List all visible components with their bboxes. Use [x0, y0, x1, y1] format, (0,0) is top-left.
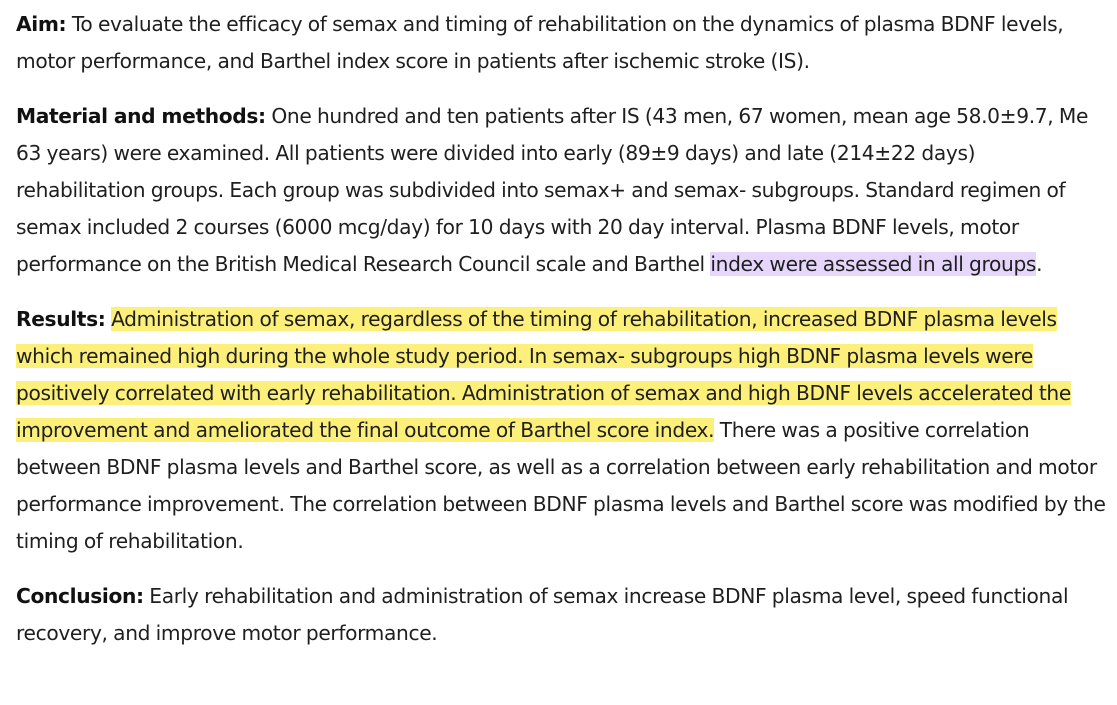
conclusion-paragraph — [16, 578, 1107, 652]
methods-label: Material and methods: — [16, 104, 266, 128]
results-highlight[interactable]: Administration of semax, regardless of the timing of rehabilitation, increased BDNF plasma levels which remained high during the whole study period. In semax- subgroups high BDNF plasma levels were positively correlated with early rehabilitation. Administration of semax and high BDNF levels accelerated the improvement and ameliorated the final outcome of Barthel score index. — [16, 307, 1071, 442]
methods-paragraph — [16, 98, 1107, 283]
aim-label: Aim: — [16, 12, 67, 36]
results-paragraph — [16, 301, 1107, 560]
results-text[interactable]: There was a positive correlation between BDNF plasma levels and Barthel score, as well as a correlation between early rehabilitation and motor performance improvement. The correlation between BDNF plasma levels and Barthel score was modified by the timing of rehabilitation. — [16, 418, 1106, 553]
conclusion-text[interactable]: Early rehabilitation and administration of semax increase BDNF plasma level, speed functional recovery, and improve motor performance. — [16, 584, 1069, 645]
methods-tail: . — [1036, 252, 1043, 276]
aim-paragraph — [16, 6, 1107, 80]
conclusion-label: Conclusion: — [16, 584, 144, 608]
aim-text[interactable]: To evaluate the efficacy of semax and timing of rehabilitation on the dynamics of plasma BDNF levels, motor performance, and Barthel index score in patients after ischemic stroke (IS). — [16, 12, 1064, 73]
methods-highlight[interactable]: index were assessed in all groups — [710, 252, 1037, 276]
methods-text[interactable]: One hundred and ten patients after IS (43 men, 67 women, mean age 58.0±9.7, Me 63 years) were examined. All patients were divided into early (89±9 days) and late (214±22 days) rehabilitation groups. Each group was subdivided into semax+ and semax- subgroups. Standard regimen of semax included 2 courses (6000 mcg/day) for 10 days with 20 day interval. Plasma BDNF levels, motor performance on the British Medical Research Council scale and Barthel — [16, 104, 1089, 276]
results-label: Results: — [16, 307, 106, 331]
